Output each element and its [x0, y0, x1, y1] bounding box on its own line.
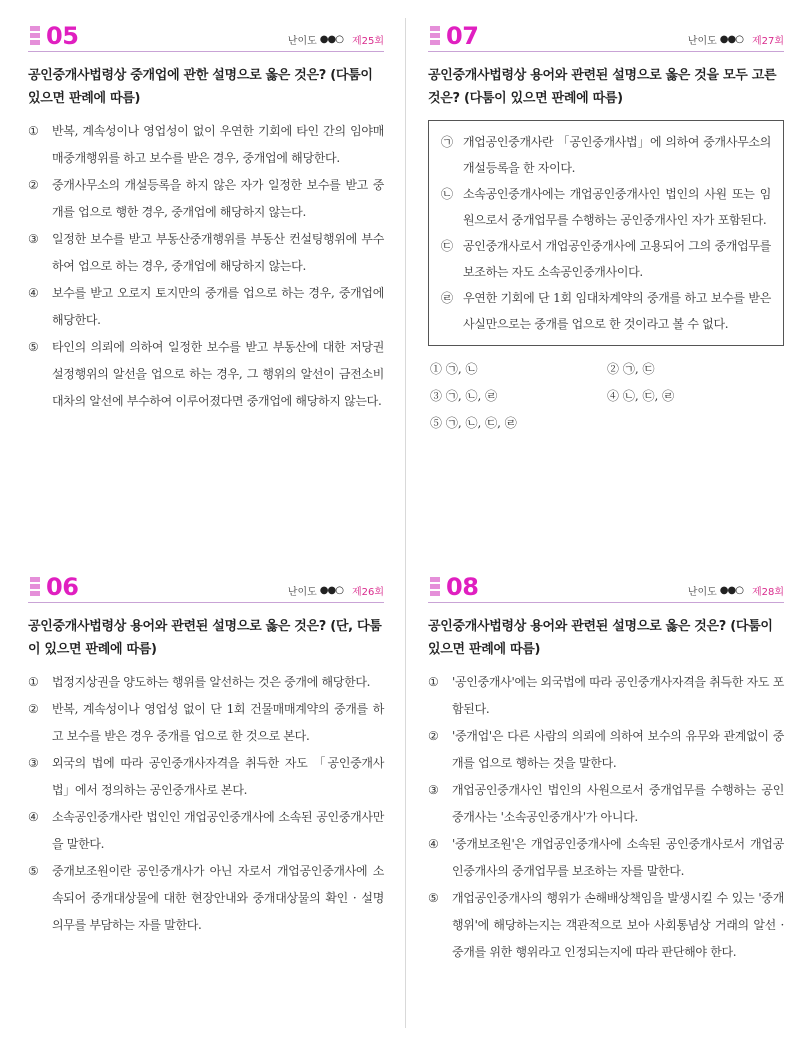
question-number-marker: [430, 26, 440, 48]
question-number: 06: [46, 573, 79, 601]
question-header: [28, 573, 384, 603]
answer-choice: ③ ㉠, ㉡, ㉣: [430, 389, 498, 403]
option-item: [428, 777, 784, 831]
question-header: [428, 22, 784, 52]
exam-round: 제27회: [751, 36, 784, 47]
question-number-marker: [430, 577, 440, 599]
option-item: [28, 696, 384, 750]
option-item: [428, 669, 784, 723]
statement-item: [441, 129, 771, 181]
option-item: [28, 172, 384, 226]
option-item: [28, 750, 384, 804]
option-text: 법정지상권을 양도하는 행위를 알선하는 것은 중개에 해당한다.: [52, 675, 371, 689]
difficulty-dots: ●●○: [719, 585, 743, 596]
exam-round: 제25회: [351, 36, 384, 47]
option-marker: ②: [28, 178, 39, 192]
question-06: [28, 573, 384, 939]
statement-marker: ㉡: [441, 187, 453, 201]
question-stem: 공인중개사법령상 용어와 관련된 설명으로 옳은 것은? (단, 다툼이 있으면 판례에 따름): [28, 619, 382, 657]
option-text: 개업공인중개사의 행위가 손해배상책임을 발생시킬 수 있는 '중개행위'에 해당하는지는 객관적으로 보아 사회통념상 거래의 알선 · 중개를 위한 행위라고 인정되는지에 따라 판단해야 한다.: [452, 891, 784, 959]
question-number-marker: [30, 26, 40, 48]
question-meta: [288, 583, 384, 598]
difficulty-dots: ●●○: [719, 34, 743, 45]
difficulty-dots: ●●○: [319, 34, 343, 45]
option-item: [28, 280, 384, 334]
question-number-marker: [30, 577, 40, 599]
option-marker: ③: [428, 783, 439, 797]
question-stem: 공인중개사법령상 용어와 관련된 설명으로 옳은 것을 모두 고른 것은? (다툼이 있으면 판례에 따름): [428, 68, 777, 106]
answer-choice: ⑤ ㉠, ㉡, ㉢, ㉣: [430, 416, 517, 430]
option-marker: ③: [28, 756, 39, 770]
option-marker: ④: [28, 810, 39, 824]
option-marker: ③: [28, 232, 39, 246]
option-text: 타인의 의뢰에 의하여 일정한 보수를 받고 부동산에 대한 저당권설정행위의 알선을 업으로 하는 경우, 그 행위의 알선이 금전소비대차의 알선에 부수하여 이루어졌다면 중개업에 해당하지 않는다.: [52, 340, 384, 408]
question-07: [428, 22, 784, 437]
option-text: 개업공인중개사인 법인의 사원으로서 중개업무를 수행하는 공인중개사는 '소속공인중개사'가 아니다.: [452, 783, 784, 824]
difficulty-dots: ●●○: [319, 585, 343, 596]
statement-marker: ㉣: [441, 291, 453, 305]
difficulty-label: 난이도: [687, 587, 717, 598]
option-text: 보수를 받고 오로지 토지만의 중개를 업으로 하는 경우, 중개업에 해당한다.: [52, 286, 384, 327]
option-item: [28, 858, 384, 939]
option-text: 외국의 법에 따라 공인중개사자격을 취득한 자도 「공인중개사법」에서 정의하는 공인중개사로 본다.: [52, 756, 384, 797]
question-number: 08: [446, 573, 479, 601]
option-text: 중개보조원이란 공인중개사가 아닌 자로서 개업공인중개사에 소속되어 중개대상물에 대한 현장안내와 중개대상물의 확인 · 설명의무를 부담하는 자를 말한다.: [52, 864, 384, 932]
question-header: [28, 22, 384, 52]
option-item: [428, 831, 784, 885]
option-marker: ①: [28, 675, 39, 689]
option-marker: ①: [428, 675, 439, 689]
option-item: [28, 804, 384, 858]
exam-round: 제26회: [351, 587, 384, 598]
option-marker: ④: [28, 286, 39, 300]
question-header: [428, 573, 784, 603]
option-text: 중개사무소의 개설등록을 하지 않은 자가 일정한 보수를 받고 중개를 업으로 행한 경우, 중개업에 해당하지 않는다.: [52, 178, 384, 219]
option-item: [428, 723, 784, 777]
statement-text: 개업공인중개사란 「공인중개사법」에 의하여 중개사무소의 개설등록을 한 자이다.: [463, 135, 771, 175]
question-number: 07: [446, 22, 479, 50]
statement-marker: ㉠: [441, 135, 453, 149]
question-meta: [688, 32, 784, 47]
statement-text: 소속공인중개사에는 개업공인중개사인 법인의 사원 또는 임원으로서 중개업무를 수행하는 공인중개사인 자가 포함된다.: [463, 187, 771, 227]
option-text: 일정한 보수를 받고 부동산중개행위를 부동산 컨설팅행위에 부수하여 업으로 하는 경우, 중개업에 해당하지 않는다.: [52, 232, 384, 273]
statement-marker: ㉢: [441, 239, 453, 253]
statement-item: [441, 285, 771, 337]
option-text: '공인중개사'에는 외국법에 따라 공인중개사자격을 취득한 자도 포함된다.: [452, 675, 784, 716]
answer-choice: ④ ㉡, ㉢, ㉣: [607, 389, 675, 403]
option-item: [28, 334, 384, 415]
option-marker: ①: [28, 124, 39, 138]
question-08: [428, 573, 784, 966]
statement-item: [441, 181, 771, 233]
option-marker: ④: [428, 837, 439, 851]
column-divider: [405, 18, 406, 1028]
exam-round: 제28회: [751, 587, 784, 598]
option-marker: ⑤: [28, 864, 39, 878]
option-text: '중개업'은 다른 사람의 의뢰에 의하여 보수의 유무와 관계없이 중개를 업으로 행하는 것을 말한다.: [452, 729, 784, 770]
statement-text: 우연한 기회에 단 1회 임대차계약의 중개를 하고 보수를 받은 사실만으로는 중개를 업으로 한 것이라고 볼 수 없다.: [463, 291, 771, 331]
option-item: [28, 118, 384, 172]
question-stem: 공인중개사법령상 용어와 관련된 설명으로 옳은 것은? (다툼이 있으면 판례에 따름): [428, 619, 773, 657]
statement-box: [428, 120, 784, 346]
option-marker: ②: [428, 729, 439, 743]
option-item: [28, 669, 384, 696]
option-list: [428, 669, 784, 966]
answer-choice: ② ㉠, ㉢: [607, 362, 655, 376]
statement-item: [441, 233, 771, 285]
question-05: [28, 22, 384, 415]
option-text: 반복, 계속성이나 영업성이 없이 우연한 기회에 타인 간의 임야매매중개행위를 하고 보수를 받은 경우, 중개업에 해당한다.: [52, 124, 384, 165]
option-text: 반복, 계속성이나 영업성 없이 단 1회 건물매매계약의 중개를 하고 보수를 받은 경우 중개를 업으로 한 것으로 본다.: [52, 702, 384, 743]
answer-choices: [428, 356, 784, 437]
difficulty-label: 난이도: [287, 587, 317, 598]
option-text: '중개보조원'은 개업공인중개사에 소속된 공인중개사로서 개업공인중개사의 중개업무를 보조하는 자를 말한다.: [452, 837, 784, 878]
question-meta: [688, 583, 784, 598]
option-marker: ⑤: [428, 891, 439, 905]
option-list: [28, 669, 384, 939]
option-marker: ②: [28, 702, 39, 716]
difficulty-label: 난이도: [687, 36, 717, 47]
option-item: [428, 885, 784, 966]
question-stem: 공인중개사법령상 중개업에 관한 설명으로 옳은 것은? (다툼이 있으면 판례에 따름): [28, 68, 373, 106]
question-number: 05: [46, 22, 79, 50]
option-marker: ⑤: [28, 340, 39, 354]
answer-choice: ① ㉠, ㉡: [430, 362, 478, 376]
question-meta: [288, 32, 384, 47]
difficulty-label: 난이도: [287, 36, 317, 47]
option-item: [28, 226, 384, 280]
statement-text: 공인중개사로서 개업공인중개사에 고용되어 그의 중개업무를 보조하는 자도 소속공인중개사이다.: [463, 239, 771, 279]
option-list: [28, 118, 384, 415]
option-text: 소속공인중개사란 법인인 개업공인중개사에 소속된 공인중개사만을 말한다.: [52, 810, 384, 851]
